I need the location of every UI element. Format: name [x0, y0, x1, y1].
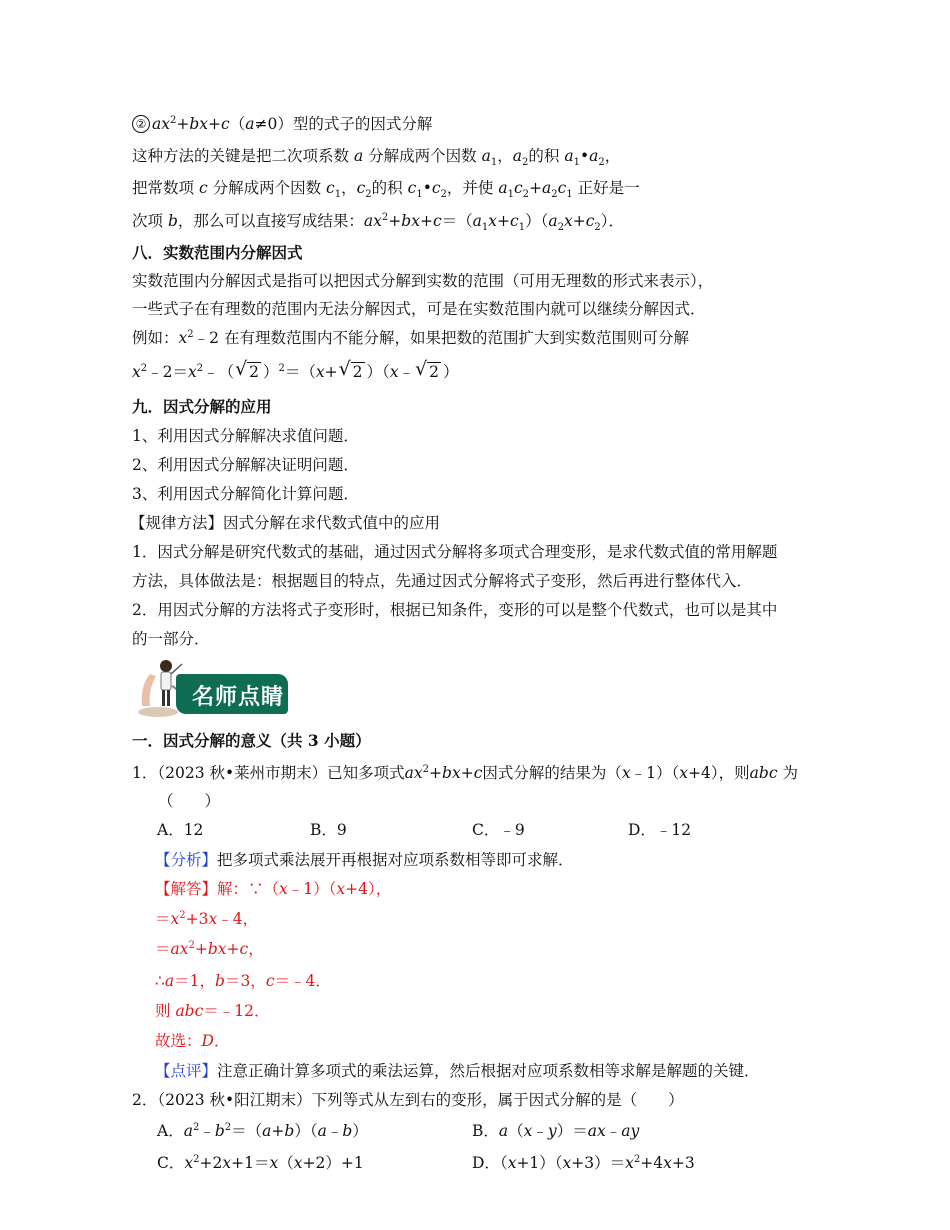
- method2-desc-line2: 把常数项 c 分解成两个因数 $c_1$，$c_2$的积 $c_1•c_2$，并使 $a_1c_2+a_2c_1$ 正好是一: [132, 179, 640, 201]
- q1-solution-line4: ∴a＝1，b＝3，c＝﹣4．: [155, 972, 331, 990]
- method2-heading: ② $ax^2+bx+c(a\ne 0)$型的式子的因式分解: [132, 113, 432, 135]
- q1-solution-line2: $=x^2+3x﹣4$，: [155, 909, 259, 928]
- banner-label: 名师点睛: [192, 685, 285, 710]
- section8-para2: 一些式子在有理数的范围内无法分解因式，可是在实数范围内就可以继续分解因式．: [132, 300, 706, 318]
- rule-heading: 【规律方法】因式分解在求代数式值中的应用: [130, 514, 441, 532]
- section9-title: 九．因式分解的应用: [132, 397, 272, 416]
- q1-choice: 故选：D．: [155, 1032, 230, 1050]
- rule-para2-line2: 的一部分．: [132, 630, 210, 648]
- q1-answer-paren: （ ）: [158, 792, 221, 810]
- section9-item-2: 2、利用因式分解解决证明问题．: [132, 456, 359, 474]
- part1-title: 一．因式分解的意义（共 3 小题）: [132, 731, 371, 750]
- q1-solution-line5: 则 abc＝﹣12．: [155, 1002, 270, 1020]
- section8-example-formula: $x^2﹣2=x^2﹣(√$ 2 ）$^2$＝（x+√ 2 ）（x﹣√ 2 ）: [132, 361, 458, 383]
- rule-para1-line2: 方法，具体做法是：根据题目的特点，先通过因式分解将式子变形，然后再进行整体代入．: [132, 572, 753, 590]
- section8-title: 八．实数范围内分解因式: [132, 243, 303, 262]
- q1-analysis: 【分析】把多项式乘法展开再根据对应项系数相等即可求解．: [155, 851, 574, 869]
- section8-para1: 实数范围内分解因式是指可以把因式分解到实数的范围（可用无理数的形式来表示），: [132, 272, 714, 290]
- q1-solution-line1: 【解答】解：∵（x﹣1）（x+4），: [155, 880, 392, 898]
- q1-option-d[interactable]: D．﹣12: [628, 821, 692, 839]
- banner-bar: [176, 674, 288, 714]
- method2-desc-line3: 次项 b，那么可以直接写成结果：$ax^2+bx+c=(a_1x+c_1)(a_2x+c_2)$．: [132, 211, 625, 234]
- section8-para3: 例如：$x^2﹣2$ 在有理数范围内不能分解，如果把数的范围扩大到实数范围则可分解: [132, 328, 689, 347]
- q2-option-d[interactable]: D．$(x+1)(x+3)=x^2+4x+3$: [472, 1153, 695, 1172]
- q1-stem-line1: 1．（2023 秋•莱州市期末）已知多项式$ax^2+bx+c$因式分解的结果为（x﹣1）（x+4），则abc 为: [132, 763, 798, 782]
- rule-para1-line1: 1．因式分解是研究代数式的基础，通过因式分解将多项式合理变形，是求代数式值的常用解题: [132, 543, 778, 561]
- q1-solution-line3: $=ax^2+bx+c$，: [155, 939, 264, 958]
- q1-option-b[interactable]: B．9: [310, 821, 347, 839]
- circled-number: ②: [132, 115, 150, 133]
- rule-para2-line1: 2．用因式分解的方法将式子变形时，根据已知条件，变形的可以是整个代数式，也可以是其中: [132, 601, 778, 619]
- q1-option-a[interactable]: A．12: [157, 821, 204, 839]
- sqrt-symbol: √ 2: [236, 361, 261, 383]
- method2-desc-line1: 这种方法的关键是把二次项系数 a 分解成两个因数 $a_1$，$a_2$的积 $a_1•a_2$，: [132, 147, 621, 169]
- section9-item-3: 3、利用因式分解简化计算问题．: [132, 485, 359, 503]
- teacher-tips-banner: [132, 656, 288, 718]
- q2-option-c[interactable]: C．$x^2+2x+1=x(x+2)+1$: [157, 1153, 364, 1172]
- q2-option-b[interactable]: B．a（x﹣y）＝ax﹣ay: [472, 1122, 640, 1140]
- q1-option-c[interactable]: C．﹣9: [472, 821, 525, 839]
- q2-stem: 2．（2023 秋•阳江期末）下列等式从左到右的变形，属于因式分解的是（ ）: [132, 1091, 684, 1109]
- q2-option-a[interactable]: A．$a^2﹣b^2=(a+b)(a﹣b)$: [157, 1121, 368, 1140]
- section9-item-1: 1、利用因式分解解决求值问题．: [132, 427, 359, 445]
- q1-comment: 【点评】注意正确计算多项式的乘法运算，然后根据对应项系数相等求解是解题的关键．: [155, 1062, 760, 1080]
